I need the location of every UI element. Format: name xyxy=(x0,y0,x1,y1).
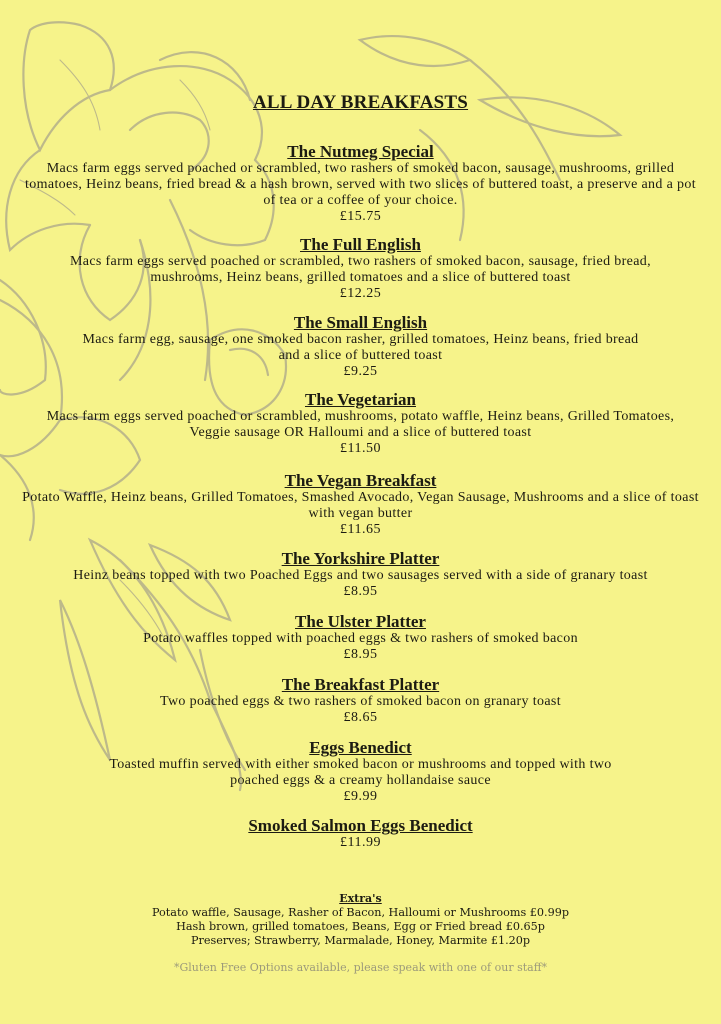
item-price: £11.99 xyxy=(340,835,381,850)
menu-item-smoked-salmon-eggs-benedict xyxy=(0,817,721,851)
item-name: The Breakfast Platter xyxy=(281,675,440,694)
item-price: £15.75 xyxy=(339,209,382,224)
item-description: Macs farm eggs served poached or scrambled, two rashers of smoked bacon, sausage, fried bread, mushrooms, Heinz beans, grilled tomatoes and a slice of buttered toast xyxy=(69,254,652,285)
item-name: The Ulster Platter xyxy=(295,612,426,631)
item-description: Macs farm egg, sausage, one smoked bacon rasher, grilled tomatoes, Heinz beans, fried bread and a slice of buttered toast xyxy=(82,332,639,363)
menu-item-nutmeg-special xyxy=(0,143,721,225)
item-price: £8.95 xyxy=(343,584,378,599)
item-description: Heinz beans topped with two Poached Eggs and two sausages served with a side of granary toast xyxy=(73,568,648,583)
menu-item-full-english xyxy=(0,236,721,302)
item-description: Macs farm eggs served poached or scrambled, mushrooms, potato waffle, Heinz beans, Grilled Tomatoes, Veggie sausage OR Halloumi and a slice of buttered toast xyxy=(46,409,675,440)
gluten-free-note: *Gluten Free Options available, please speak with one of our staff* xyxy=(173,961,548,974)
menu-item-breakfast-platter xyxy=(0,676,721,726)
item-description: Toasted muffin served with either smoked bacon or mushrooms and topped with two poached eggs & a creamy hollandaise sauce xyxy=(109,757,612,788)
item-description: Potato waffles topped with poached eggs & two rashers of smoked bacon xyxy=(143,631,578,646)
item-description: Macs farm eggs served poached or scrambled, two rashers of smoked bacon, sausage, mushrooms, grilled tomatoes, Heinz beans, fried bread & a hash brown, served with two slices of buttered toast, a preserve and a pot of tea or a coffee of your choice. xyxy=(25,161,696,208)
menu-item-vegetarian xyxy=(0,391,721,457)
extras-section xyxy=(0,892,721,948)
item-name: The Vegan Breakfast xyxy=(284,471,437,490)
item-price: £9.25 xyxy=(343,364,378,379)
item-name: The Yorkshire Platter xyxy=(281,549,440,568)
item-price: £9.99 xyxy=(343,789,378,804)
item-price: £8.65 xyxy=(343,710,378,725)
extras-line: Potato waffle, Sausage, Rasher of Bacon, Halloumi or Mushrooms £0.99p xyxy=(151,906,569,919)
item-price: £11.50 xyxy=(340,441,381,456)
item-price: £8.95 xyxy=(343,647,378,662)
menu-item-vegan-breakfast xyxy=(0,472,721,538)
menu-item-ulster-platter xyxy=(0,613,721,663)
extras-line: Preserves; Strawberry, Marmalade, Honey, Marmite £1.20p xyxy=(190,934,531,947)
menu-item-eggs-benedict xyxy=(0,739,721,805)
menu-item-small-english xyxy=(0,314,721,380)
extras-title: Extra's xyxy=(339,892,382,905)
item-price: £12.25 xyxy=(339,286,382,301)
item-description: Potato Waffle, Heinz beans, Grilled Tomatoes, Smashed Avocado, Vegan Sausage, Mushrooms and a slice of toast with vegan butter xyxy=(22,490,699,521)
extras-line: Hash brown, grilled tomatoes, Beans, Egg or Fried bread £0.65p xyxy=(176,920,545,933)
item-name: The Vegetarian xyxy=(305,390,416,409)
item-name: The Small English xyxy=(293,313,428,332)
item-name: The Full English xyxy=(300,235,421,254)
item-name: The Nutmeg Special xyxy=(287,142,434,161)
menu-item-yorkshire-platter xyxy=(0,550,721,600)
item-name: Eggs Benedict xyxy=(309,738,412,757)
item-price: £11.65 xyxy=(340,522,381,537)
item-name: Smoked Salmon Eggs Benedict xyxy=(248,816,473,835)
menu-title: ALL DAY BREAKFASTS xyxy=(252,92,469,113)
item-description: Two poached eggs & two rashers of smoked bacon on granary toast xyxy=(160,694,561,709)
